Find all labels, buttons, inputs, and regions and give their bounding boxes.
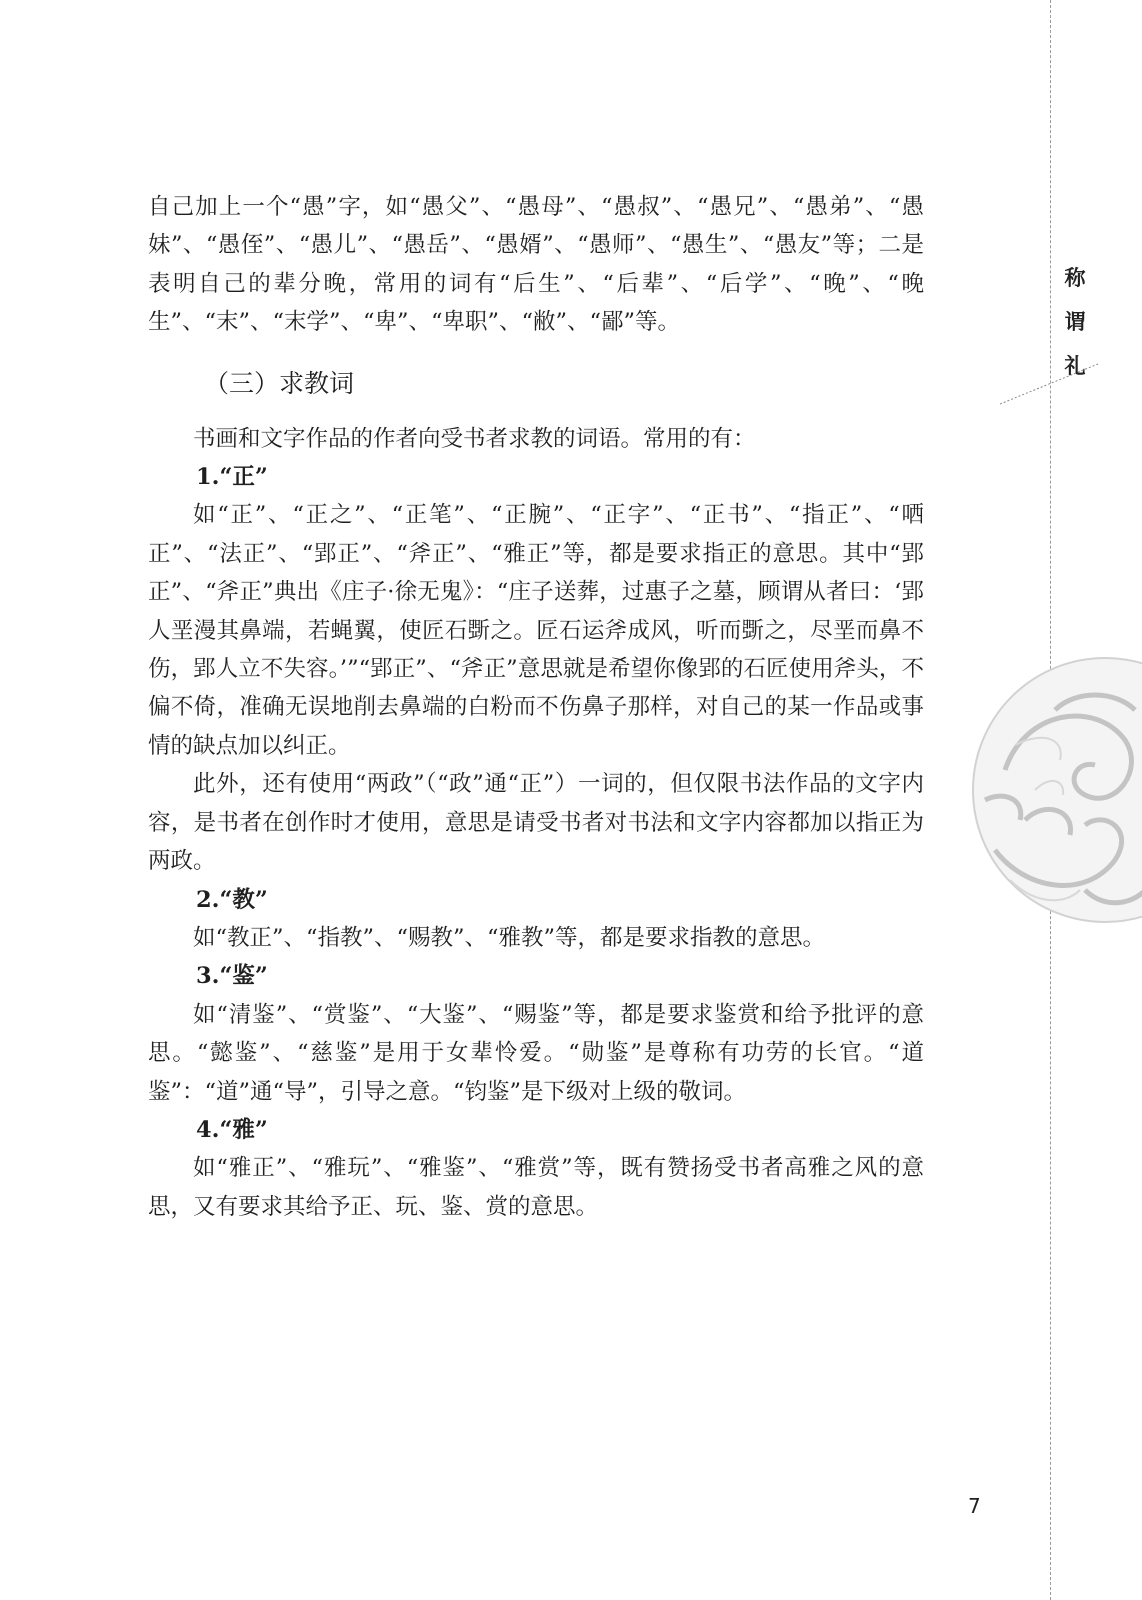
section-heading: （三）求教词 [204, 368, 355, 398]
item-title: 1.“正” [196, 464, 268, 491]
item-title: 3.“鉴” [196, 963, 268, 990]
intro-paragraph: 书画和文字作品的作者向受书者求教的词语。常用的有： [193, 425, 756, 452]
paragraph: 如“雅正”、“雅玩”、“雅鉴”、“雅赏”等，既有赞扬受书者高雅之风的意思，又有要求其给予正、玩、鉴、赏的意思。 [148, 1155, 924, 1220]
side-tab-char: 称 [1064, 265, 1086, 290]
paragraph: 如“教正”、“指教”、“赐教”、“雅教”等，都是要求指教的意思。 [193, 924, 826, 951]
page-number: 7 [968, 1494, 981, 1518]
side-tab-char: 礼 [1064, 353, 1086, 378]
side-tab-slash-decoration [1000, 360, 1100, 410]
paragraph: 如“清鉴”、“赏鉴”、“大鉴”、“赐鉴”等，都是要求鉴赏和给予批评的意思。“懿鉴”、“慈鉴”是用于女辈怜爱。“勋鉴”是尊称有功劳的长官。“道鉴”：“道”通“导”，引导之意。“钧鉴”是下级对上级的敬词。 [148, 1001, 924, 1105]
paragraph: 此外，还有使用“两政”（“政”通“正”）一词的，但仅限书法作品的文字内容，是书者在创作时才使用，意思是请受书者对书法和文字内容都加以指正为两政。 [148, 771, 924, 875]
side-tab-char: 谓 [1064, 309, 1086, 334]
cloud-pattern-ornament-icon [965, 650, 1142, 940]
item-title: 2.“教” [196, 886, 268, 913]
paragraph: 自己加上一个“愚”字，如“愚父”、“愚母”、“愚叔”、“愚兄”、“愚弟”、“愚妹”、“愚侄”、“愚儿”、“愚岳”、“愚婿”、“愚师”、“愚生”、“愚友”等；二是表明自己的辈分晚，常用的词有“后生”、“后辈”、“后学”、“晚”、“晚生”、“末”、“末学”、“卑”、“卑职”、“敝”、“鄙”等。 [148, 194, 924, 336]
item-title: 4.“雅” [196, 1116, 268, 1143]
body-text [148, 188, 924, 1226]
paragraph: 如“正”、“正之”、“正笔”、“正腕”、“正字”、“正书”、“指正”、“哂正”、“法正”、“郢正”、“斧正”、“雅正”等，都是要求指正的意思。其中“郢正”、“斧正”典出《庄子·徐无鬼》：“庄子送葬，过惠子之墓，顾谓从者曰：‘郢人垩漫其鼻端，若蝇翼，使匠石斲之。匠石运斧成风，听而斲之，尽垩而鼻不伤，郢人立不失容。’”“郢正”、“斧正”意思就是希望你像郢的石匠使用斧头，不偏不倚，准确无误地削去鼻端的白粉而不伤鼻子那样，对自己的某一作品或事情的缺点加以纠正。 [148, 502, 924, 759]
